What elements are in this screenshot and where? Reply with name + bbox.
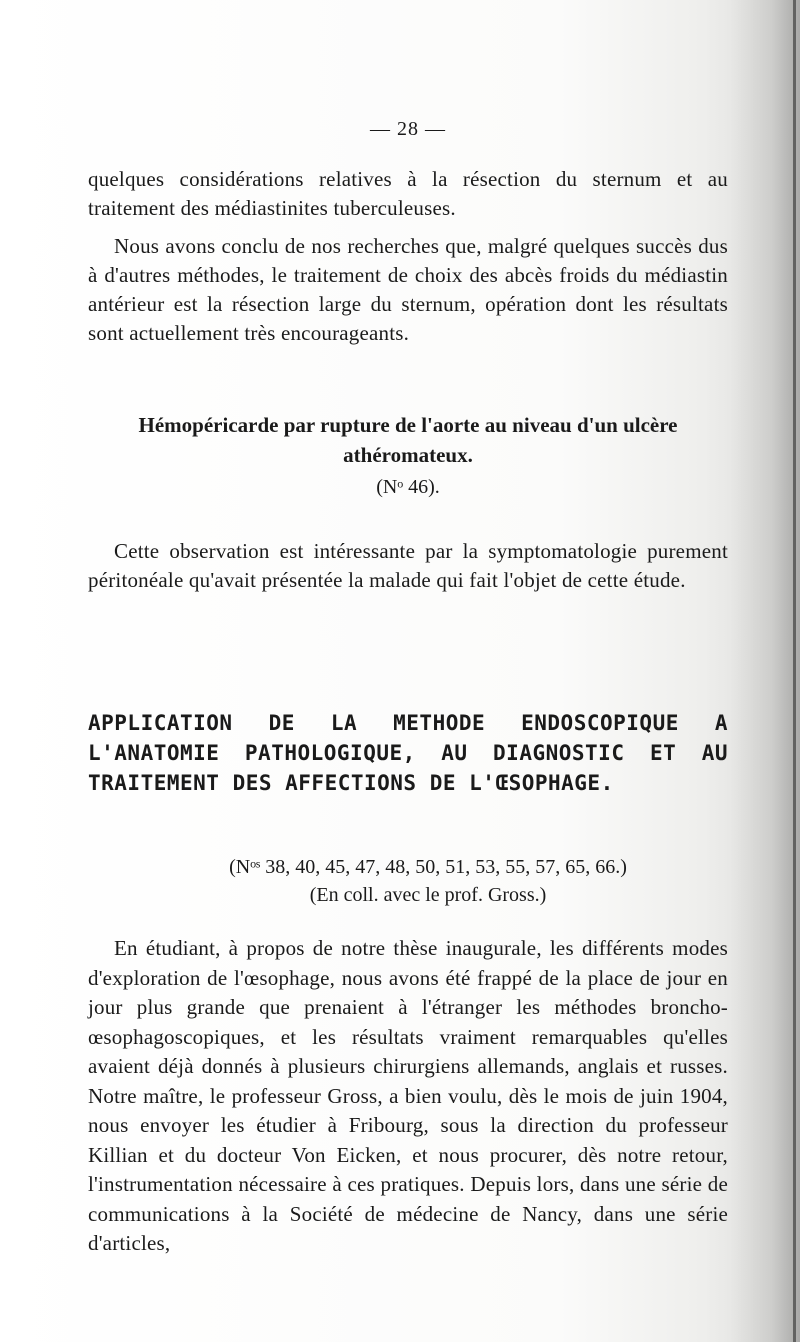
paragraph-continuation	[88, 165, 728, 223]
section-reference: (Nᵒˢ 38, 40, 45, 47, 48, 50, 51, 53, 55, 57, 65, 66.)	[229, 856, 627, 878]
page-edge-shadow	[730, 0, 800, 1342]
section-title-line: athéromateux.	[343, 443, 473, 467]
section-heading-hemopericarde	[88, 410, 728, 502]
section-collaboration: (En coll. avec le prof. Gross.)	[309, 884, 547, 906]
paragraph-text: quelques considérations relatives à la résection du sternum et au traitement des médiastinites tuberculeuses.	[88, 167, 728, 220]
page-edge-line	[793, 0, 796, 1342]
section-body-endoscopique	[88, 934, 728, 1259]
paragraph-text: Cette observation est intéressante par la symptomatologie purement péritonéale qu'avait présentée la malade qui fait l'objet de cette étude.	[88, 539, 728, 592]
page-number: — 28 —	[370, 118, 446, 140]
section-title: APPLICATION DE LA METHODE ENDOSCOPIQUE A L'ANATOMIE PATHOLOGIQUE, AU DIAGNOSTIC ET AU TRAITEMENT DES AFFECTIONS DE L'ŒSOPHAGE.	[88, 711, 728, 795]
paragraph-text: Nous avons conclu de nos recherches que, malgré quelques succès dus à d'autres méthodes, le traitement de choix des abcès froids du médiastin antérieur est la résection large du sternum, opération dont les résultats sont actuellement très encourageants.	[88, 234, 728, 345]
paragraph-conclusion	[88, 232, 728, 348]
section-title-line: Hémopéricarde par rupture de l'aorte au niveau d'un ulcère	[138, 413, 678, 437]
section-reference: (Nᵒ 46).	[376, 476, 440, 498]
paragraph-text: En étudiant, à propos de notre thèse inaugurale, les différents modes d'exploration de l'œsophage, nous avons été frappé de la place de jour en jour plus grande que prenaient à l'étranger les méthodes broncho-œsophagoscopiques, et les résultats vraiment remarquables qu'elles avaient déjà donnés à plusieurs chirurgiens allemands, anglais et russes. Notre maître, le professeur Gross, a bien voulu, dès le mois de juin 1904, nous envoyer les étudier à Fribourg, sous la direction du professeur Killian et du docteur Von Eicken, et nous procurer, dès notre retour, l'instrumentation nécessaire à ces pratiques. Depuis lors, dans une série de communications à la Société de médecine de Nancy, dans une série d'articles,	[88, 936, 728, 1255]
section-references-endoscopique	[88, 853, 728, 909]
section-heading-endoscopique	[88, 708, 728, 798]
section-body-hemopericarde	[88, 537, 728, 595]
